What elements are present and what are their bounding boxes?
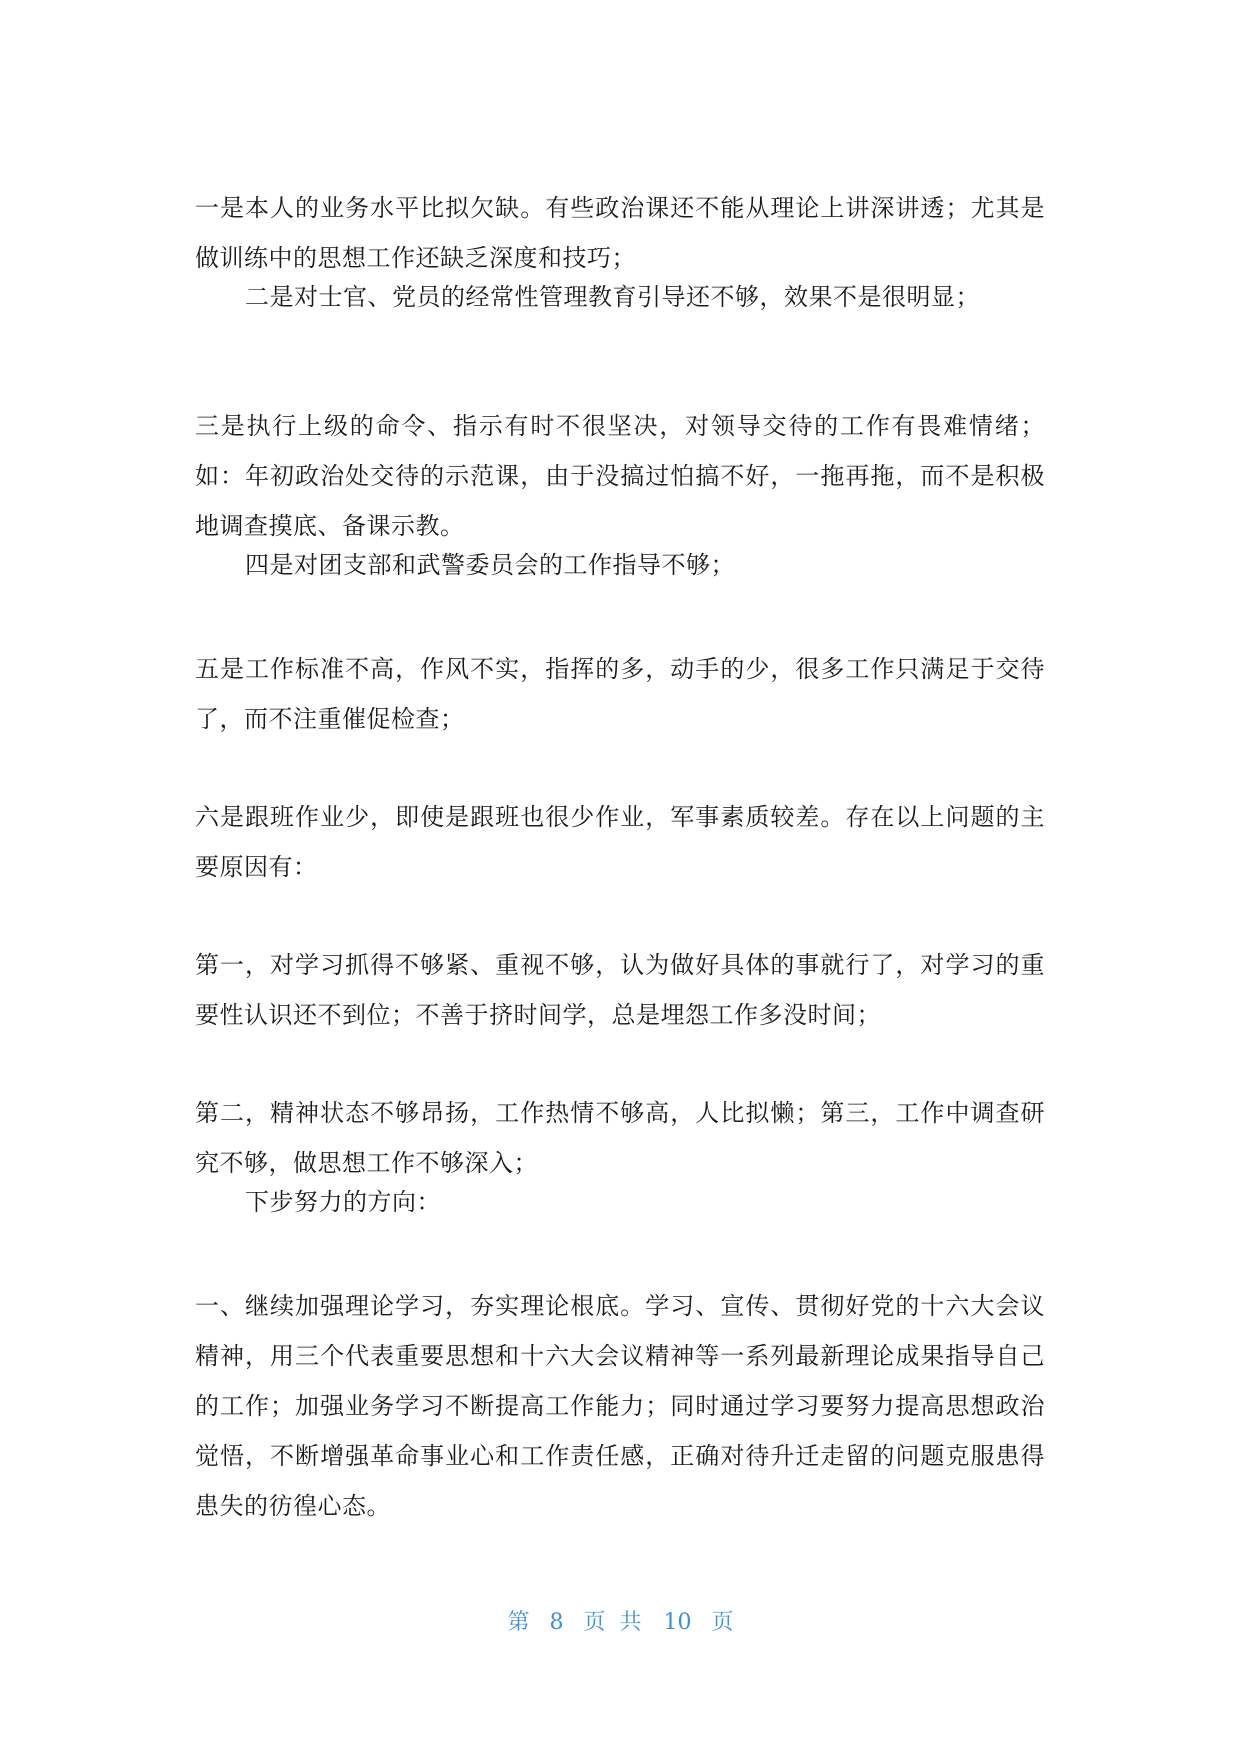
paragraph-4: 四是对团支部和武警委员会的工作指导不够； [245,551,735,579]
paragraph-6: 六是跟班作业少，即使是跟班也很少作业，军事素质较差。存在以上问题的主要原因有： [195,803,1045,881]
paragraph-9: 下步努力的方向： [245,1188,441,1216]
footer-current-page: 8 [549,1610,564,1635]
paragraph-5: 五是工作标准不高，作风不实，指挥的多，动手的少，很多工作只满足于交待了，而不注重催促检查； [195,655,1045,733]
paragraph-1: 一是本人的业务水平比拟欠缺。有些政治课还不能从理论上讲深讲透；尤其是做训练中的思想工作还缺乏深度和技巧； [195,194,1045,272]
paragraph-10: 一、继续加强理论学习，夯实理论根底。学习、宣传、贯彻好党的十六大会议精神，用三个代表重要思想和十六大会议精神等一系列最新理论成果指导自己的工作；加强业务学习不断提高工作能力；同时通过学习要努力提高思想政治觉悟，不断增强革命事业心和工作责任感，正确对待升迁走留的问题克服患得患失的彷徨心态。 [195,1292,1045,1520]
footer-total-pages: 10 [663,1610,692,1635]
paragraph-7: 第一，对学习抓得不够紧、重视不够，认为做好具体的事就行了，对学习的重要性认识还不到位；不善于挤时间学，总是埋怨工作多没时间； [195,951,1045,1029]
paragraph-2: 二是对士官、党员的经常性管理教育引导还不够，效果不是很明显； [245,283,980,311]
paragraph-3: 三是执行上级的命令、指示有时不很坚决，对领导交待的工作有畏难情绪；如：年初政治处交待的示范课，由于没搞过怕搞不好，一拖再拖，而不是积极地调查摸底、备课示教。 [195,412,1045,540]
page-footer [0,1605,1241,1636]
footer-prefix: 第 [507,1610,530,1635]
footer-suffix: 页 [711,1610,734,1635]
paragraph-8: 第二，精神状态不够昂扬，工作热情不够高，人比拟懒；第三，工作中调查研究不够，做思想工作不够深入； [195,1099,1045,1177]
footer-middle: 页共 [583,1610,656,1635]
